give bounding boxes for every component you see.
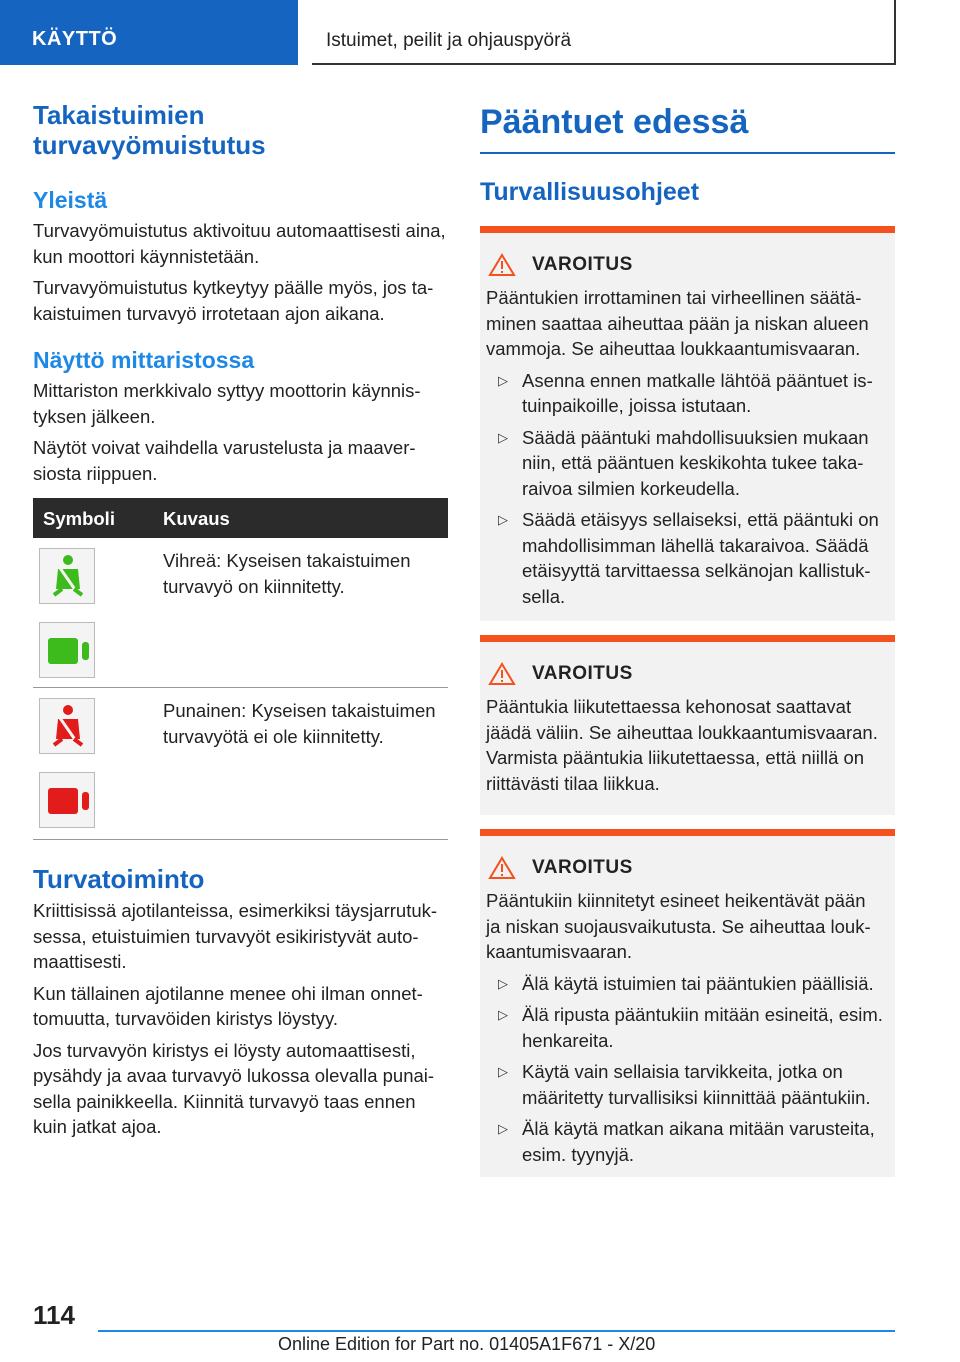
general-paragraph-1: Turvavyömuistutus aktivoituu automaattisesti aina, kun moottori käynnistetään. [33, 220, 446, 267]
warning-label: VAROITUS [532, 254, 633, 275]
display-paragraph-2: Näytöt voivat vaihdella varustelusta ja maaversiosta riippuen. [33, 437, 416, 484]
safety-paragraph-1: Kriittisissä ajotilanteissa, esimerkiksi täysjarrutuksessa, etuistuimien turvavyöt esikiristyvät automaattisesti. [33, 900, 438, 972]
list-item: ▷ Älä käytä istuimien tai pääntukien päällisiä. [486, 971, 885, 997]
table-header-symbol: Symboli [43, 508, 115, 529]
footer-edition: Online Edition for Part no. 01405A1F671 - X/20 [278, 1334, 656, 1354]
footer-divider [98, 1330, 895, 1332]
list-item: ▷ Säädä pääntuki mahdollisuuksien mukaan niin, että pääntuen keskikohta tukee takaraivoa silmien korkeudella. [498, 426, 869, 499]
list-item: ▷ Käytä vain sellaisia tarvikkeita, jotka on määritetty turvallisiksi kiinnittää pääntukiin. [498, 1061, 871, 1108]
general-heading: Yleistä [33, 187, 108, 213]
warning-triangle-icon [488, 253, 516, 277]
bullet-triangle-icon: ▷ [498, 975, 508, 991]
table-row [33, 688, 448, 840]
warning-list [480, 965, 895, 1168]
safety-function-heading: Turvatoiminto [33, 864, 205, 894]
table-row [33, 538, 448, 688]
right-column [480, 100, 895, 1177]
header-chapter [312, 0, 896, 65]
table-header [33, 498, 448, 538]
front-headrests-title: Pääntuet edessä [480, 100, 895, 154]
header-section-tab [0, 0, 298, 65]
warning-triangle-icon [488, 662, 516, 686]
safety-instructions-heading: Turvallisuusohjeet [480, 178, 700, 206]
safety-paragraph-2: Kun tällainen ajotilanne menee ohi ilman onnettomuutta, turvavöiden kiristys löystyy. [33, 982, 423, 1029]
list-item: ▷ Älä ripusta pääntukiin mitään esineitä, esim. henkareita. [498, 1004, 883, 1051]
warning-text: Pääntukiin kiinnitetyt esineet heikentävät pään ja niskan suojausvaikutusta. Se aiheuttaa loukkaantumisvaaran. [486, 890, 871, 962]
page-number: 114 [33, 1300, 75, 1330]
rear-seat-red-indicator-icon [39, 772, 95, 828]
list-item: ▷ Älä käytä matkan aikana mitään varusteita, esim. tyynyjä. [498, 1118, 875, 1165]
warning-label: VAROITUS [532, 857, 633, 878]
list-item: ▷ Asenna ennen matkalle lähtöä pääntuet istuinpaikoille, joissa istutaan. [498, 369, 873, 416]
bullet-triangle-icon: ▷ [498, 1121, 508, 1136]
symbol-table [33, 498, 448, 840]
warning-label: VAROITUS [532, 663, 633, 684]
header-section-label: KÄYTTÖ [32, 28, 118, 50]
display-paragraph-1: Mittariston merkkivalo syttyy moottorin käynnistyksen jälkeen. [33, 380, 421, 427]
table-header-description: Kuvaus [163, 508, 230, 529]
rear-seat-green-indicator-icon [39, 622, 95, 678]
seatbelt-fastened-icon [39, 548, 95, 604]
warning-text: Pääntukia liikutettaessa kehonosat saattavat jäädä väliin. Se aiheuttaa loukkaantumisvaaran. Varmista pääntukia liikutettaessa, että niillä on riittävästi tilaa liikkua. [486, 696, 878, 794]
seatbelt-reminder-title: Takaistuimien turvavyömuistutus [33, 100, 266, 160]
table-row-description: Vihreä: Kyseisen takaistuimen turvavyö on kiinnitetty. [163, 550, 411, 597]
warning-list [480, 362, 895, 610]
warning-text: Pääntukien irrottaminen tai virheellinen säätäminen saattaa aiheuttaa pään ja niskan alueen vammoja. Se aiheuttaa loukkaantumisvaaran. [486, 287, 869, 359]
bullet-triangle-icon: ▷ [498, 1064, 508, 1079]
bullet-triangle-icon: ▷ [498, 429, 508, 445]
warning-box-3 [480, 829, 895, 1177]
header-chapter-label: Istuimet, peilit ja ohjauspyörä [326, 30, 572, 51]
left-column [33, 100, 448, 1140]
display-heading: Näyttö mittaristossa [33, 347, 255, 373]
seatbelt-unfastened-icon [39, 698, 95, 754]
warning-triangle-icon [488, 856, 516, 880]
bullet-triangle-icon: ▷ [498, 512, 508, 527]
table-row-description: Punainen: Kyseisen takaistuimen turvavyötä ei ole kiinnitetty. [163, 700, 436, 747]
general-paragraph-2: Turvavyömuistutus kytkeytyy päälle myös, jos takaistuimen turvavyö irrotetaan ajon aikana. [33, 277, 434, 324]
safety-paragraph-3: Jos turvavyön kiristys ei löysty automaattisesti, pysähdy ja avaa turvavyö lukossa olevalla punaisella painikkeella. Kiinnitä turvavyö taas ennen kuin jatkat ajoa. [33, 1039, 435, 1137]
warning-box-1 [480, 226, 895, 621]
warning-box-2 [480, 635, 895, 815]
list-item: ▷ Säädä etäisyys sellaiseksi, että pääntuki on mahdollisimman lähellä takaraivoa. Säädä etäisyyttä tarvittaessa selkänojan kallistuksella. [498, 509, 879, 607]
bullet-triangle-icon: ▷ [498, 1007, 508, 1022]
bullet-triangle-icon: ▷ [498, 372, 508, 388]
